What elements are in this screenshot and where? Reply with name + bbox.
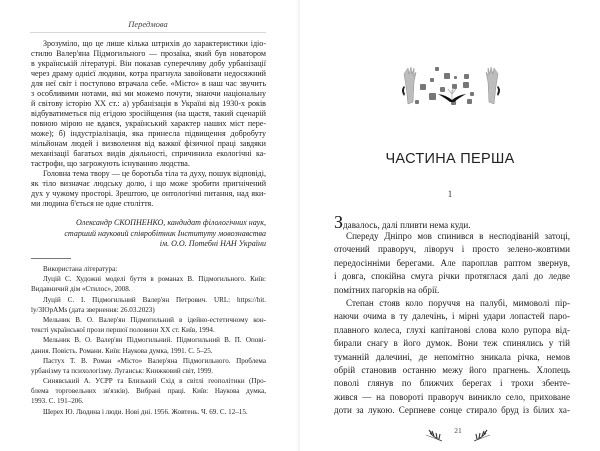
body-line: повною мірою не вдався, український характер наших міст пере- [31,119,266,128]
body-line: бирали снагу в його думок. Вони теж спинялись у тій [334,338,570,349]
body-line: Зрозуміло, що це лише кілька штрихів до характеристики ідіо- [43,39,266,48]
references-list [31,264,266,417]
opening-line [334,214,570,230]
body-line: стилю Валер'яна Підмогильного — прозаїка, який був новатором [31,49,266,58]
body-line: механізації багатьох видів діяльності, спричинила екологічні ка- [31,149,266,158]
body-line: Степан стояв коло поруччя на палубі, мимоволі пір- [346,297,570,308]
reference-line: Луцій С. Художні моделі буття в романах В. Підмогильного. Київ: [43,275,266,284]
reference-line: урбанізму та психологізму. Луганськ: Книжковий світ, 1999. [31,366,213,375]
body-line: плавного колеса, глухі капітанові слова коло рупора від- [334,324,570,335]
body-line: ми людина б'ється не одне століття. [31,199,154,208]
floating-stones-icon [415,67,474,105]
reference-line: Синявський А. УСРР та Близький Схід в світлі геополітики (Про- [43,377,266,386]
body-line: і довга, спокійна смуга річки протяглася далі до ледве [334,271,570,282]
body-line: й світову історію ХХ ст.: а) урбанізація в Україні від 1930-х років [31,99,266,108]
left-hand-icon [402,67,416,104]
part-title: ЧАСТИНА ПЕРША [385,151,515,167]
hands-and-bird-illustration-icon [396,64,506,106]
reference-line: блема торговельних зв'язків). Вибрані праці. Київ: Наукова думка, [31,387,266,396]
opening-line-text: давалось, далі пливти нема куди. [343,220,471,230]
reference-line: ly/3IOpAMs (дата звернення: 26.03.2023) [31,305,155,314]
reference-line: Мельник В. О. Валер'ян Підмогильний. Підмогильний В. П. Опові- [43,336,266,345]
reference-line: дання. Повість. Романи. Київ: Наукова думка, 1991. С. 5–25. [31,346,213,355]
body-line: наючи очима в ту далечінь, і мірні удари лопастей паро- [334,311,570,322]
author-signature [30,218,266,250]
footnote-rule [31,258,71,259]
references-heading: Використана література: [43,265,118,273]
reference-line: Видавничий дім «Стилос», 2008. [31,285,131,294]
signature-line: ім. О.О. Потебні НАН України [159,239,266,248]
reference-line: Луцій С. І. Підмогильний Валер'ян Петрович. URL: https://bit. [43,295,266,304]
right-hand-icon [486,67,500,104]
body-line: через драму однієї людини, котра прагнула завойовати недосяжний [31,69,266,78]
page-number: 21 [454,426,462,435]
body-line: передосінніми берегами. Але пароплав раптом звернув, [334,257,570,268]
body-line: обрій становив останню межу його прагнень. Хлопець [334,364,570,375]
chapter-number: 1 [447,189,453,199]
preface-body [31,39,266,209]
header-rule [30,32,266,33]
signature-line: старший науковий співробітник Інституту мовознавства [64,228,266,238]
body-line: Спереду Дніпро мов спинився в несподіваній затоці, [346,231,570,241]
body-line: оточений праворуч, ліворуч і просто зелено-жовтими [334,244,570,255]
reference-line: тексті української прози першої половини ХХ ст. Київ, 1994. [31,326,215,335]
body-line: жився — на повороті праворуч виникло село, приховане [334,391,570,402]
signature-line: Олександр СКОПНЕНКО, кандидат філологічних наук, [76,218,266,227]
reference-line: 1993. С. 191–206. [31,397,84,406]
body-line: дух у чужому просторі. Зрештою, це онтологічні питання, над яки- [31,189,266,198]
body-line: для неї світ і поступово втрачала себе. «Місто» в наш час звучить [31,79,266,88]
page-footer [420,421,496,445]
body-line: в українській літературі. Він показав суперечливу добу урбанізації [31,59,266,68]
body-line: відбуватиметься під егідою зросійщення (на щастя, такий сценарій [31,109,266,118]
body-line: туманній далечині, де непомітно зникала річка, немов [334,351,570,362]
body-line: поволі глянув по ближчих берегах і трохи збенте- [334,378,570,389]
body-line: може); б) індустріалізація, яка принесла підвищення добробуту [31,129,266,138]
reference-line: Пастух Т. В. Роман «Місто» Валер'яна Підмогильного. Проблема [43,356,266,365]
body-line: помітних пагорків на обрії. [334,284,440,295]
body-line: мільйонам людей і визволення від важкої фізичної праці завдяки [31,139,266,148]
body-line: як тіло визначає людську долю, і що може зробити пригнічений [31,179,266,188]
body-line: з особливими нотами, які ми можемо почути, знаючи національну [31,89,266,98]
reference-line: Шерех Ю. Людина і люди. Нові дні. 1956. Жовтень. Ч. 69. С. 12–15. [43,407,248,416]
body-line: Головна тема твору — це боротьба тіла та духу, пошук відповіді, [43,169,266,178]
body-line: доти за лукою. Серпневе сонце стирало бруд із білих ха- [334,405,570,416]
reference-line: Мельник В. О. Валер'ян Підмогильний в ідейно-естетичному кон- [43,315,266,324]
chapter-body [334,214,570,417]
drop-cap: З [334,212,344,232]
body-line: тастрофи, що загрожують існуванню людства. [31,159,190,168]
running-head: Передмова [128,19,168,29]
